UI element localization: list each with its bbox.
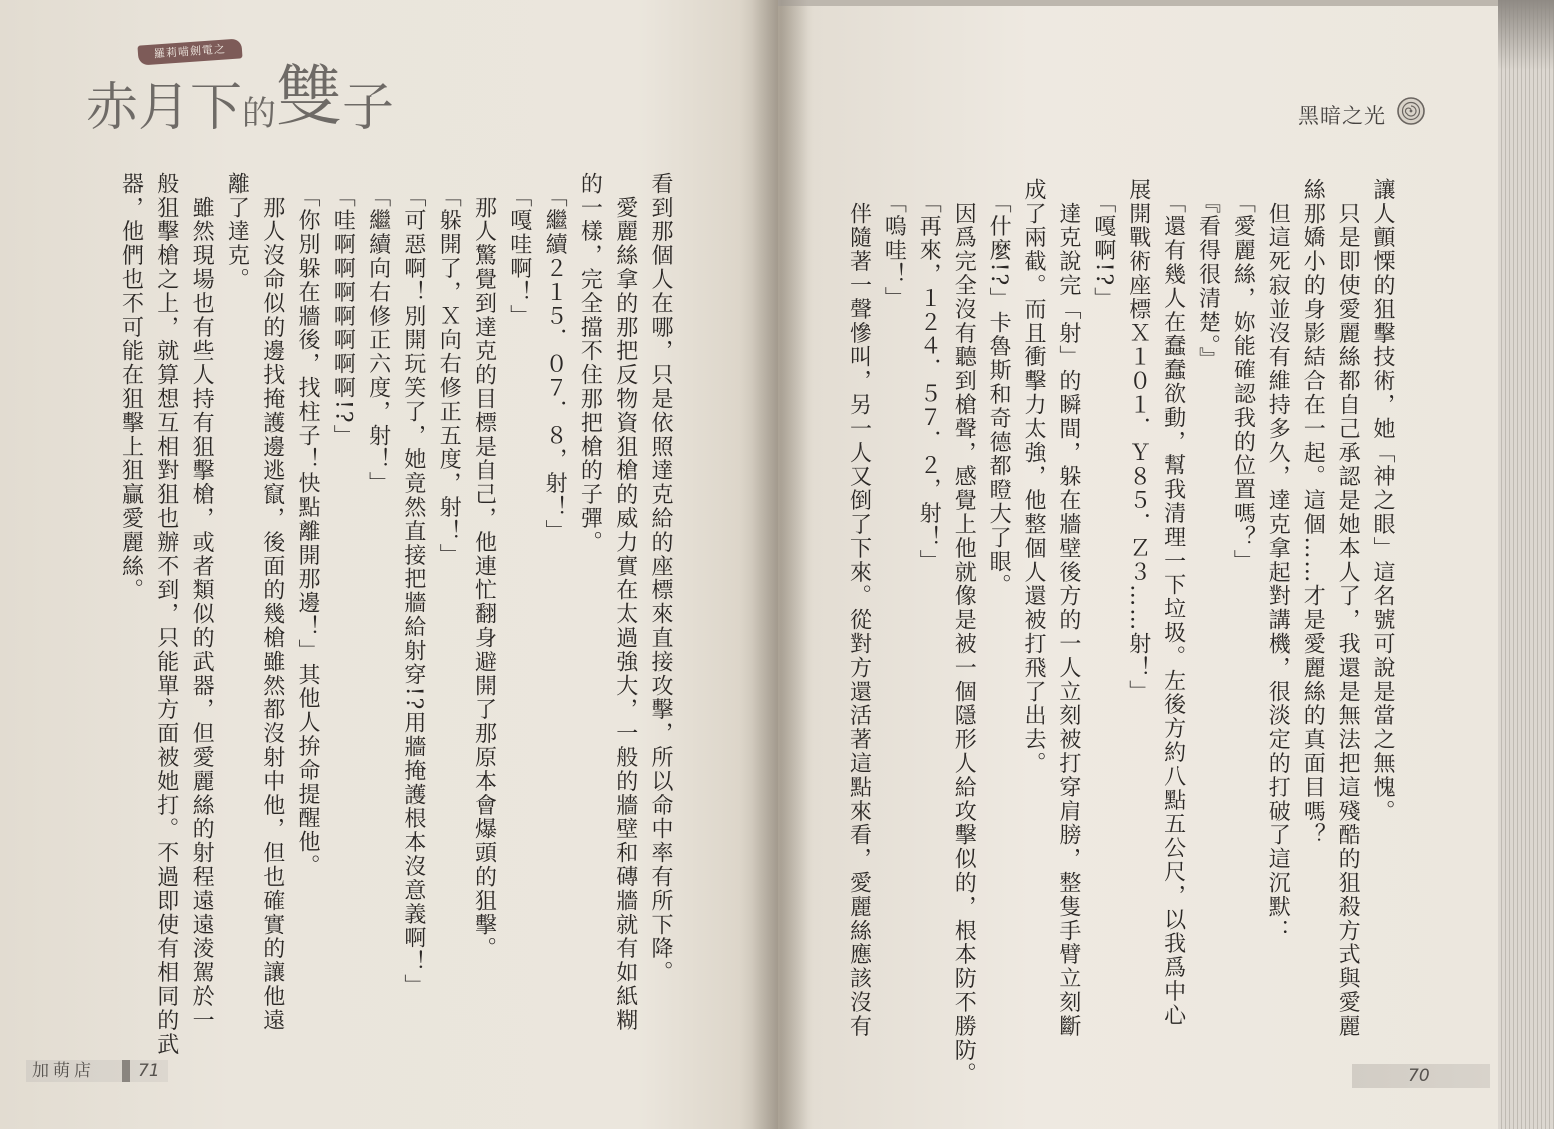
text-column: 雖然現場也有些人持有狙擊槍，或者類似的武器，但愛麗絲的射程遠遠淩駕於一 — [189, 172, 215, 1033]
text-column: 「嗚哇！」 — [881, 178, 907, 311]
text-column: 伴隨著一聲慘叫，另一人又倒了下來。從對方還活著這點來看，愛麗絲應該沒有 — [846, 178, 872, 1039]
text-column: 「嘎啊!?」 — [1090, 178, 1116, 311]
text-column: 「什麼!?」卡魯斯和奇德都瞪大了眼。 — [986, 178, 1012, 598]
text-column: 展開戰術座標Ｘ１０１．Ｙ８５．Ｚ３……射！」 — [1125, 178, 1151, 704]
text-column: 但這死寂並沒有維持多久，達克拿起對講機，很淡定的打破了這沉默： — [1265, 178, 1291, 943]
text-column: 「嘎哇啊！」 — [506, 172, 532, 329]
text-column: 器，他們也不可能在狙擊上狙贏愛麗絲。 — [118, 172, 144, 603]
text-column: 「你別躲在牆後，找柱子！快點離開那邊！」其他人拚命提醒他。 — [295, 172, 320, 878]
logo-title — [86, 58, 395, 138]
logo-title-part: 子 — [342, 78, 395, 138]
text-column: 「愛麗絲，妳能確認我的位置嗎？」 — [1230, 178, 1256, 574]
text-column: 成了兩截。而且衝擊力太強，他整個人還被打飛了出去。 — [1021, 178, 1046, 776]
text-column: 「還有幾人在蠢蠢欲動，幫我清理一下垃圾。左後方約八點五公尺，以我爲中心 — [1160, 178, 1186, 1028]
text-column: 那人沒命似的邊找掩護邊逃竄，後面的幾槍雖然都沒射中他，但也確實的讓他遠 — [259, 172, 285, 1033]
text-column: 「躲開了，Ｘ向右修正五度，射！」 — [436, 172, 462, 568]
page-number-right: 70 — [1408, 1066, 1430, 1086]
text-column: 的一樣，完全擋不住那把槍的子彈。 — [577, 172, 603, 555]
text-column: 「繼續２１５．０７．８，射！」 — [542, 172, 568, 544]
page-edge-stack — [1498, 0, 1554, 1129]
logo-title-part: 赤月下 — [86, 78, 243, 138]
spiral-emblem-icon — [1396, 96, 1426, 126]
chapter-title: 黑暗之光 — [1298, 104, 1386, 128]
text-column: 離了達克。 — [224, 172, 250, 292]
text-column: 達克說完「射」的瞬間，躲在牆壁後方的一人立刻被打穿肩膀，整隻手臂立刻斷 — [1055, 178, 1081, 1039]
text-column: 因爲完全沒有聽到槍聲，感覺上他就像是被一個隱形人給攻擊似的，根本防不勝防。 — [951, 178, 977, 1087]
book-gutter — [752, 0, 808, 1129]
text-column: 『看得很清楚。』 — [1195, 178, 1221, 372]
text-column: 絲那嬌小的身影結合在一起。這個……才是愛麗絲的真面目嗎？ — [1300, 178, 1326, 848]
text-column: 「再來，１２４．５７．２，射！」 — [916, 178, 942, 574]
logo-title-part: 雙 — [276, 58, 343, 135]
text-column: 「可惡啊！別開玩笑了，她竟然直接把牆給射穿!?用牆掩護根本沒意義啊！」 — [400, 172, 426, 999]
text-column: 愛麗絲拿的那把反物資狙槍的威力實在太過強大，一般的牆壁和磚牆就有如紙糊 — [612, 172, 638, 1033]
text-column: 讓人顫慄的狙擊技術，她「神之眼」這名號可說是當之無愧。 — [1370, 178, 1395, 824]
text-column: 「哇啊啊啊啊啊啊啊!?」 — [330, 172, 356, 449]
series-logo — [86, 40, 395, 160]
logo-title-part: 的 — [242, 94, 277, 134]
publisher-name: 加萌店 — [32, 1061, 95, 1081]
text-column: 那人驚覺到達克的目標是自己，他連忙翻身避開了那原本會爆頭的狙擊。 — [471, 172, 497, 961]
text-column: 「繼續向右修正六度，射！」 — [365, 172, 391, 496]
text-column: 看到那個人在哪，只是依照達克給的座標來直接攻擊，所以命中率有所下降。 — [648, 172, 673, 985]
footer-divider — [122, 1060, 130, 1082]
logo-ribbon: 羅莉喵劍電之 — [137, 38, 242, 65]
page-number-left: 71 — [138, 1061, 160, 1081]
text-column: 般狙擊槍之上，就算想互相對狙也辦不到，只能單方面被她打。不過即使有相同的武 — [153, 172, 179, 1057]
text-column: 只是即使愛麗絲都自己承認是她本人了，我還是無法把這殘酷的狙殺方式與愛麗 — [1335, 178, 1361, 1039]
